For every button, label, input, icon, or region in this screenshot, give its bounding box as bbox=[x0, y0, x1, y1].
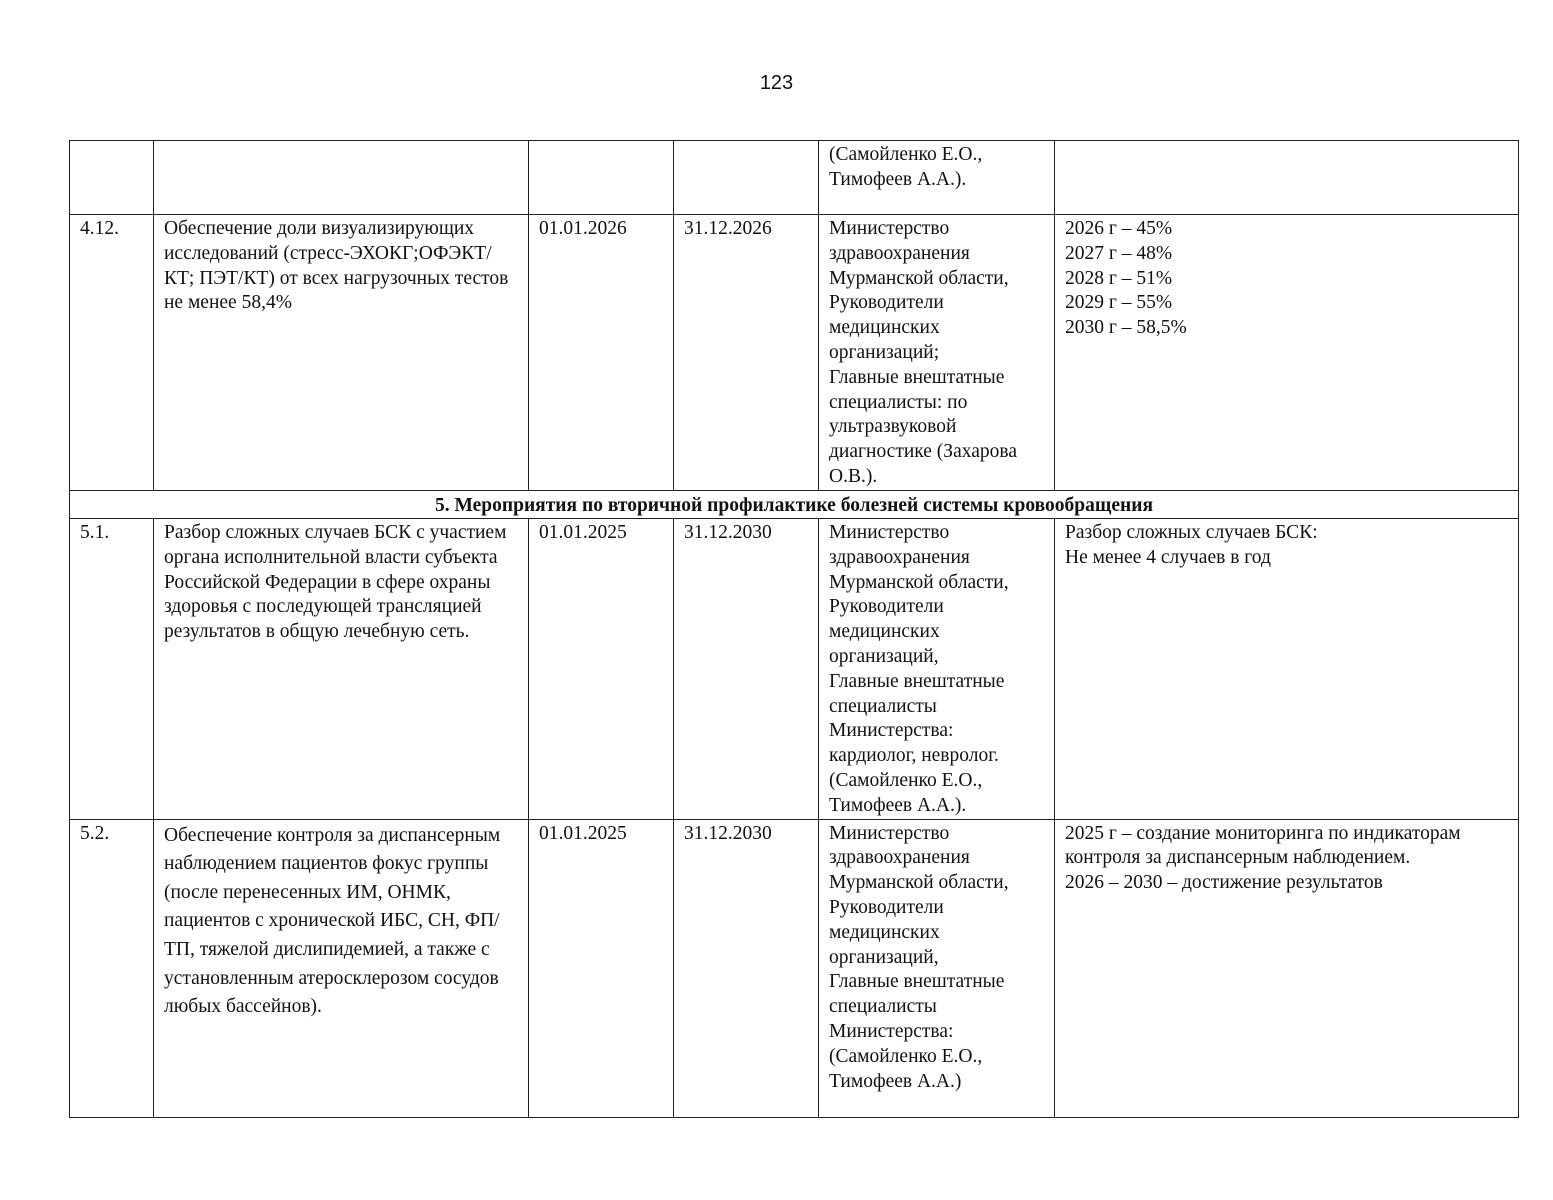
start-date-cell: 01.01.2025 bbox=[529, 519, 674, 820]
start-date-cell: 01.01.2025 bbox=[529, 819, 674, 1117]
end-date-cell: 31.12.2030 bbox=[674, 819, 819, 1117]
responsible-cell: Министерство здравоохранения Мурманской области, Руководители медицинских организаций; Главные внештатные специалисты: по ультразвуковой диагностике (Захарова О.В.). bbox=[819, 215, 1055, 491]
table-row bbox=[70, 141, 1519, 215]
row-number: 4.12. bbox=[70, 215, 154, 491]
responsible-cell: (Самойленко Е.О., Тимофеев А.А.). bbox=[819, 141, 1055, 215]
section-header-row bbox=[70, 491, 1519, 519]
task-cell: Разбор сложных случаев БСК с участием органа исполнительной власти субъекта Российской Федерации в сфере охраны здоровья с последующей трансляцией результатов в общую лечебную сеть. bbox=[154, 519, 529, 820]
result-cell: 2026 г – 45% 2027 г – 48% 2028 г – 51% 2029 г – 55% 2030 г – 58,5% bbox=[1055, 215, 1519, 491]
row-number bbox=[70, 141, 154, 215]
end-date-cell: 31.12.2030 bbox=[674, 519, 819, 820]
task-cell bbox=[154, 141, 529, 215]
table-row bbox=[70, 819, 1519, 1117]
table-row bbox=[70, 215, 1519, 491]
start-date-cell bbox=[529, 141, 674, 215]
section-title: 5. Мероприятия по вторичной профилактике болезней системы кровообращения bbox=[70, 491, 1519, 519]
table-row bbox=[70, 519, 1519, 820]
result-cell: Разбор сложных случаев БСК: Не менее 4 случаев в год bbox=[1055, 519, 1519, 820]
responsible-cell: Министерство здравоохранения Мурманской области, Руководители медицинских организаций, Главные внештатные специалисты Министерства: (Самойленко Е.О., Тимофеев А.А.) bbox=[819, 819, 1055, 1117]
responsible-cell: Министерство здравоохранения Мурманской области, Руководители медицинских организаций, Главные внештатные специалисты Министерства: кардиолог, невролог. (Самойленко Е.О., Тимофеев А.А.). bbox=[819, 519, 1055, 820]
result-cell: 2025 г – создание мониторинга по индикаторам контроля за диспансерным наблюдением. 2026 – 2030 – достижение результатов bbox=[1055, 819, 1519, 1117]
page-number: 123 bbox=[759, 72, 794, 94]
result-cell bbox=[1055, 141, 1519, 215]
measures-table bbox=[69, 140, 1519, 1118]
end-date-cell: 31.12.2026 bbox=[674, 215, 819, 491]
row-number: 5.1. bbox=[70, 519, 154, 820]
start-date-cell: 01.01.2026 bbox=[529, 215, 674, 491]
end-date-cell bbox=[674, 141, 819, 215]
task-cell: Обеспечение контроля за диспансерным наблюдением пациентов фокус группы (после перенесенных ИМ, ОНМК, пациентов с хронической ИБС, СН, ФП/ТП, тяжелой дислипидемией, а также с установленным атеросклерозом сосудов любых бассейнов). bbox=[154, 819, 529, 1117]
task-cell: Обеспечение доли визуализирующих исследований (стресс-ЭХОКГ;ОФЭКТ/КТ; ПЭТ/КТ) от всех нагрузочных тестов не менее 58,4% bbox=[154, 215, 529, 491]
row-number: 5.2. bbox=[70, 819, 154, 1117]
